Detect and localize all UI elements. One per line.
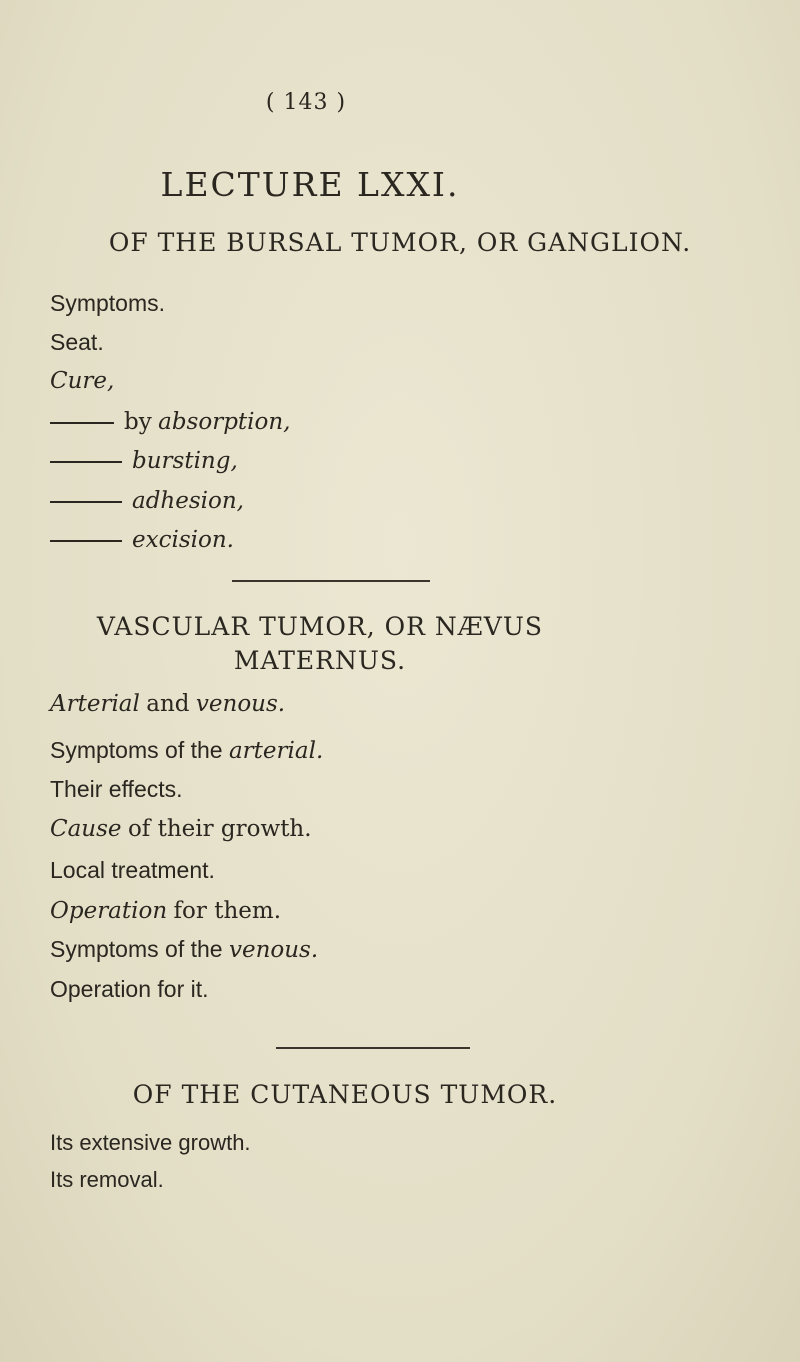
- for-them: for them.: [173, 898, 281, 924]
- cause-word: Cause: [50, 816, 122, 842]
- cure-absorption-line: [50, 408, 290, 435]
- cure-bursting: bursting,: [132, 448, 238, 474]
- symptoms-of-the: Symptoms of the: [50, 936, 223, 962]
- cause-growth-line: [50, 815, 312, 842]
- ditto-dash: [50, 540, 122, 542]
- arterial-word: arterial.: [228, 738, 324, 764]
- item-seat: Seat.: [50, 329, 104, 355]
- operation-them-line: [50, 897, 281, 924]
- cure-bursting-line: [50, 447, 238, 474]
- by-prefix: by: [124, 409, 152, 435]
- operation-for-it-line: Operation for it.: [50, 976, 209, 1002]
- section-heading-naevus-maternus: MATERNUS.: [233, 646, 407, 675]
- their-effects-line: Their effects.: [50, 776, 183, 802]
- ditto-dash: [50, 461, 122, 463]
- section-heading-bursal-tumor: OF THE BURSAL TUMOR, OR GANGLION.: [108, 228, 692, 257]
- extensive-growth-line: Its extensive growth.: [50, 1130, 251, 1155]
- symptoms-of-the: Symptoms of the: [50, 737, 223, 763]
- venous-word: venous.: [228, 937, 319, 963]
- venous-word: venous.: [195, 691, 286, 717]
- cure-excision: excision.: [132, 527, 234, 553]
- ditto-dash: [50, 501, 122, 503]
- section-heading-vascular-tumor: VASCULAR TUMOR, OR NÆVUS: [96, 612, 544, 641]
- cure-excision-line: [50, 526, 234, 553]
- removal-line: Its removal.: [50, 1167, 164, 1192]
- and-word: and: [146, 691, 190, 717]
- of-their-growth: of their growth.: [127, 816, 312, 842]
- item-cure: Cure,: [50, 368, 115, 394]
- section-divider: [276, 1047, 470, 1049]
- symptoms-arterial-line: [50, 737, 323, 764]
- section-heading-cutaneous-tumor: OF THE CUTANEOUS TUMOR.: [132, 1080, 558, 1109]
- symptoms-venous-line: [50, 936, 318, 963]
- item-symptoms: Symptoms.: [50, 290, 166, 316]
- page-number: ( 143 ): [265, 90, 347, 115]
- operation-word: Operation: [50, 898, 168, 924]
- lecture-title: LECTURE LXXI.: [160, 165, 460, 204]
- section-divider: [232, 580, 430, 582]
- local-treatment-line: Local treatment.: [50, 857, 215, 883]
- cure-absorption: absorption,: [158, 409, 291, 435]
- cure-adhesion: adhesion,: [132, 488, 244, 514]
- ditto-dash: [50, 422, 114, 424]
- arterial-venous-line: [50, 690, 285, 717]
- arterial-word: Arterial: [50, 691, 140, 717]
- cure-adhesion-line: [50, 487, 244, 514]
